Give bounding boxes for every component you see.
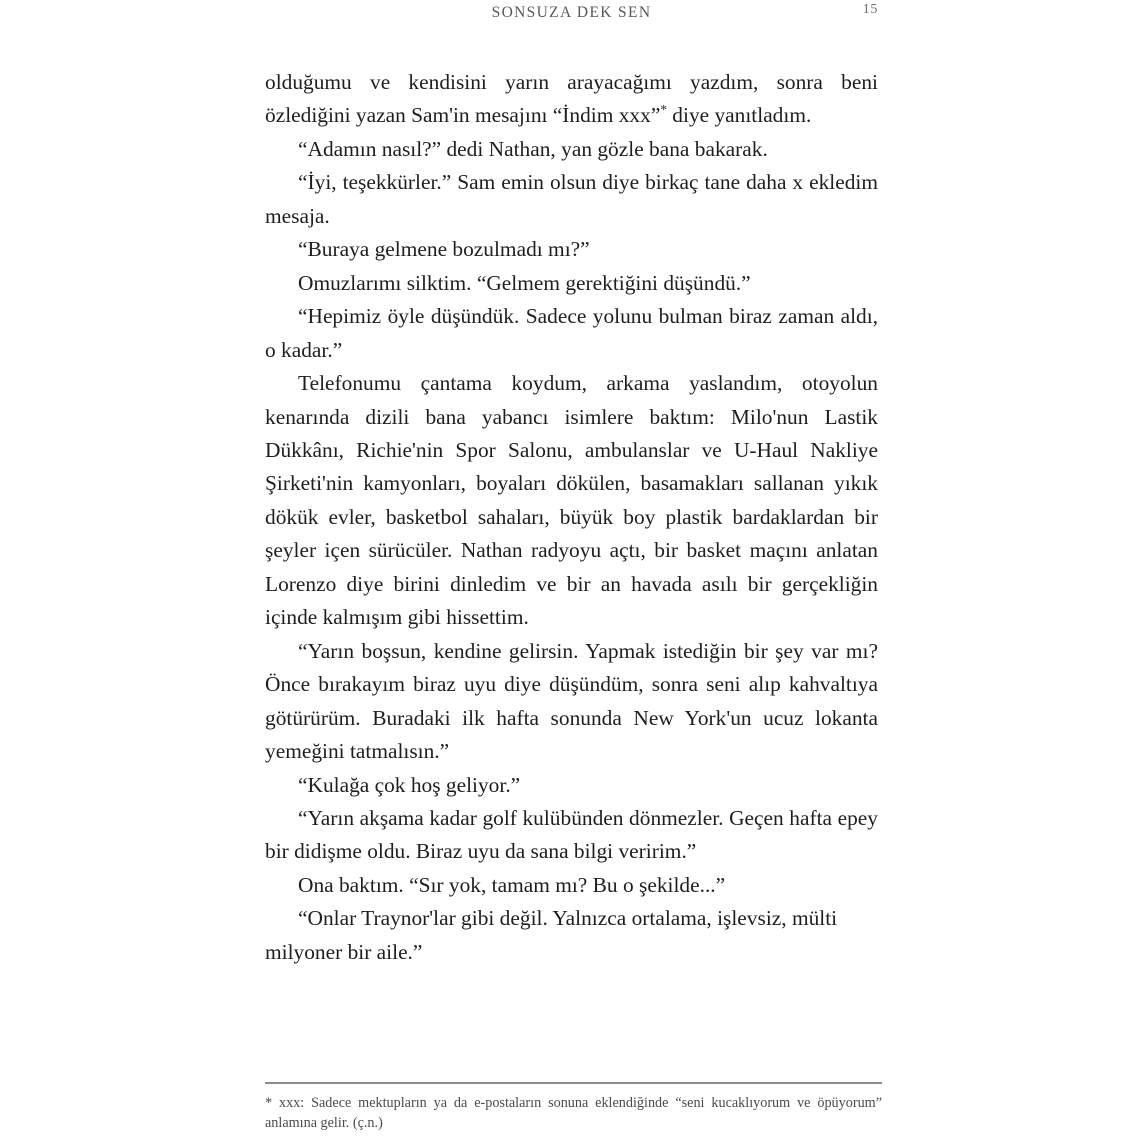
footnote-text: * xxx: Sadece mektupların ya da e-postaların sonuna eklendiğinde “seni kucaklıyorum ve öpüyorum” anlamına gelir. (ç.n.) [265,1095,882,1132]
paragraph-text-tail: diye yanıtladım. [666,103,812,128]
footnote-area [265,1082,882,1134]
paragraph: Telefonumu çantama koydum, arkama yaslandım, otoyolun kenarında dizili bana yabancı isimlere baktım: Milo'nun Lastik Dükkânı, Richie'nin Spor Salonu, ambulanslar ve U-Haul Nakliye Şirketi'nin kamyonları, boyaları dökülen, basamakları sallanan yıkık dökük evler, basketbol sahaları, büyük boy plastik bardaklardan bir şeyler içen sürücüler. Nathan radyoyu açtı, bir basket maçını anlatan Lorenzo diye birini dinledim ve bir an havada asılı bir gerçekliğin içinde kalmışım gibi hissettim. [265,371,878,630]
paragraph: “Onlar Traynor'lar gibi değil. Yalnızca ortalama, işlevsiz, mülti milyoner bir aile.” [265,906,838,964]
footnote-reference-marker: * [660,102,667,118]
paragraph-text: olduğumu ve kendisini yarın arayacağımı yazdım, sonra beni özlediğini yazan Sam'in mesajını “İndim xxx” [265,70,878,128]
running-head-title: SONSUZA DEK SEN [491,4,652,21]
paragraph: “İyi, teşekkürler.” Sam emin olsun diye birkaç tane daha x ekledim mesaja. [265,170,878,228]
paragraph: Omuzlarımı silktim. “Gelmem gerektiğini düşündü.” [298,270,751,295]
page-number: 15 [862,2,878,17]
paragraph: Ona baktım. “Sır yok, tamam mı? Bu o şekilde...” [298,872,726,897]
paragraph: “Yarın akşama kadar golf kulübünden dönmezler. Geçen hafta epey bir didişme oldu. Biraz uyu da sana bilgi veririm.” [265,805,878,864]
paragraph: “Buraya gelmene bozulmadı mı?” [298,237,590,262]
body-text-block [265,66,878,969]
paragraph: “Kulağa çok hoş geliyor.” [298,772,521,797]
paragraph: “Hepimiz öyle düşündük. Sadece yolunu bulman biraz zaman aldı, o kadar.” [265,304,878,362]
running-head [265,2,878,24]
paragraph [265,66,878,133]
paragraph: “Adamın nasıl?” dedi Nathan, yan gözle bana bakarak. [298,136,768,161]
paragraph: “Yarın boşsun, kendine gelirsin. Yapmak istediğin bir şey var mı? Önce bırakayım biraz uyu diye düşündüm, sonra seni alıp kahvaltıya götürürüm. Buradaki ilk hafta sonunda New York'un ucuz lokanta yemeğini tatmalısın.” [265,638,878,764]
footnote-separator-rule [265,1082,882,1084]
